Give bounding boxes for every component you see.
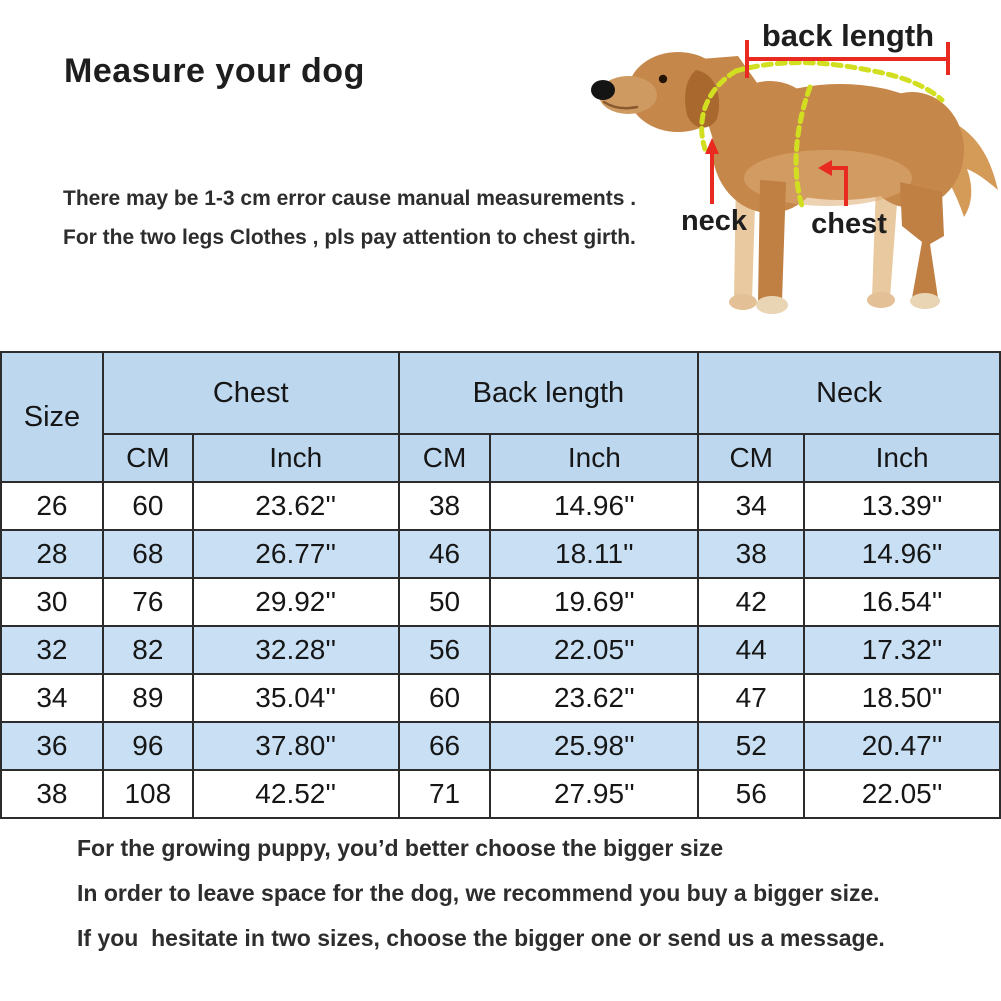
measurement-notes	[63, 179, 636, 257]
neck-inch-cell: 13.39''	[804, 482, 1000, 530]
back-inch-cell: 23.62''	[490, 674, 698, 722]
size-chart-table	[0, 351, 1001, 819]
back-cm-cell: 71	[399, 770, 491, 818]
chest-cm-cell: 89	[103, 674, 193, 722]
size-cell: 26	[1, 482, 103, 530]
back-length-label: back length	[761, 18, 935, 53]
neck-cm-cell: 47	[698, 674, 804, 722]
back-inch-cell: 25.98''	[490, 722, 698, 770]
neck-cm-cell: 42	[698, 578, 804, 626]
neck-cm-cell: 38	[698, 530, 804, 578]
size-cell: 28	[1, 530, 103, 578]
neck-inch-cell: 16.54''	[804, 578, 1000, 626]
measurement-note-line: For the two legs Clothes , pls pay attention to chest girth.	[63, 226, 636, 249]
chest-cm-cell: 82	[103, 626, 193, 674]
chest-inch-cell: 26.77''	[193, 530, 399, 578]
chest-inch-cell: 29.92''	[193, 578, 399, 626]
neck-inch-header: Inch	[804, 434, 1000, 482]
neck-inch-cell: 18.50''	[804, 674, 1000, 722]
back-cm-cell: 46	[399, 530, 491, 578]
neck-cm-cell: 56	[698, 770, 804, 818]
neck-cm-cell: 44	[698, 626, 804, 674]
neck-group-header: Neck	[698, 352, 1000, 434]
back-cm-cell: 50	[399, 578, 491, 626]
back-inch-header: Inch	[490, 434, 698, 482]
table-row	[1, 770, 1000, 818]
back-cm-cell: 60	[399, 674, 491, 722]
advice-line: In order to leave space for the dog, we recommend you buy a bigger size.	[77, 880, 880, 906]
chest-inch-cell: 37.80''	[193, 722, 399, 770]
neck-inch-cell: 14.96''	[804, 530, 1000, 578]
table-row	[1, 674, 1000, 722]
size-cell: 34	[1, 674, 103, 722]
size-column-header: Size	[1, 352, 103, 482]
neck-cm-cell: 52	[698, 722, 804, 770]
chest-cm-cell: 96	[103, 722, 193, 770]
chest-cm-cell: 60	[103, 482, 193, 530]
neck-inch-cell: 20.47''	[804, 722, 1000, 770]
chest-cm-header: CM	[103, 434, 193, 482]
table-row	[1, 626, 1000, 674]
chest-inch-cell: 35.04''	[193, 674, 399, 722]
size-cell: 38	[1, 770, 103, 818]
dog-eye	[659, 75, 667, 83]
back-inch-cell: 19.69''	[490, 578, 698, 626]
back-inch-cell: 18.11''	[490, 530, 698, 578]
back-inch-cell: 27.95''	[490, 770, 698, 818]
back-inch-cell: 14.96''	[490, 482, 698, 530]
sizing-advice	[77, 826, 885, 961]
neck-inch-cell: 17.32''	[804, 626, 1000, 674]
table-row	[1, 578, 1000, 626]
chest-cm-cell: 68	[103, 530, 193, 578]
neck-cm-cell: 34	[698, 482, 804, 530]
neck-cm-header: CM	[698, 434, 804, 482]
chest-inch-cell: 32.28''	[193, 626, 399, 674]
dog-nose	[591, 80, 615, 100]
advice-line: For the growing puppy, you’d better choose the bigger size	[77, 835, 724, 861]
chest-label: chest	[811, 208, 887, 240]
chest-cm-cell: 108	[103, 770, 193, 818]
back-cm-cell: 66	[399, 722, 491, 770]
measurement-note-line: There may be 1-3 cm error cause manual measurements .	[63, 187, 637, 210]
table-row	[1, 530, 1000, 578]
page-title: Measure your dog	[64, 52, 365, 90]
size-cell: 30	[1, 578, 103, 626]
back-cm-cell: 56	[399, 626, 491, 674]
table-row	[1, 722, 1000, 770]
size-cell: 32	[1, 626, 103, 674]
back-length-group-header: Back length	[399, 352, 699, 434]
neck-label: neck	[680, 205, 748, 237]
chest-inch-cell: 23.62''	[193, 482, 399, 530]
table-row	[1, 482, 1000, 530]
back-cm-cell: 38	[399, 482, 491, 530]
back-cm-header: CM	[399, 434, 491, 482]
dog-head	[591, 52, 728, 132]
chest-inch-cell: 42.52''	[193, 770, 399, 818]
dog-measurement-diagram	[590, 0, 1001, 330]
advice-line: If you hesitate in two sizes, choose the bigger one or send us a message.	[77, 925, 885, 951]
chest-group-header: Chest	[103, 352, 399, 434]
back-inch-cell: 22.05''	[490, 626, 698, 674]
neck-inch-cell: 22.05''	[804, 770, 1000, 818]
chest-cm-cell: 76	[103, 578, 193, 626]
size-cell: 36	[1, 722, 103, 770]
chest-inch-header: Inch	[193, 434, 399, 482]
